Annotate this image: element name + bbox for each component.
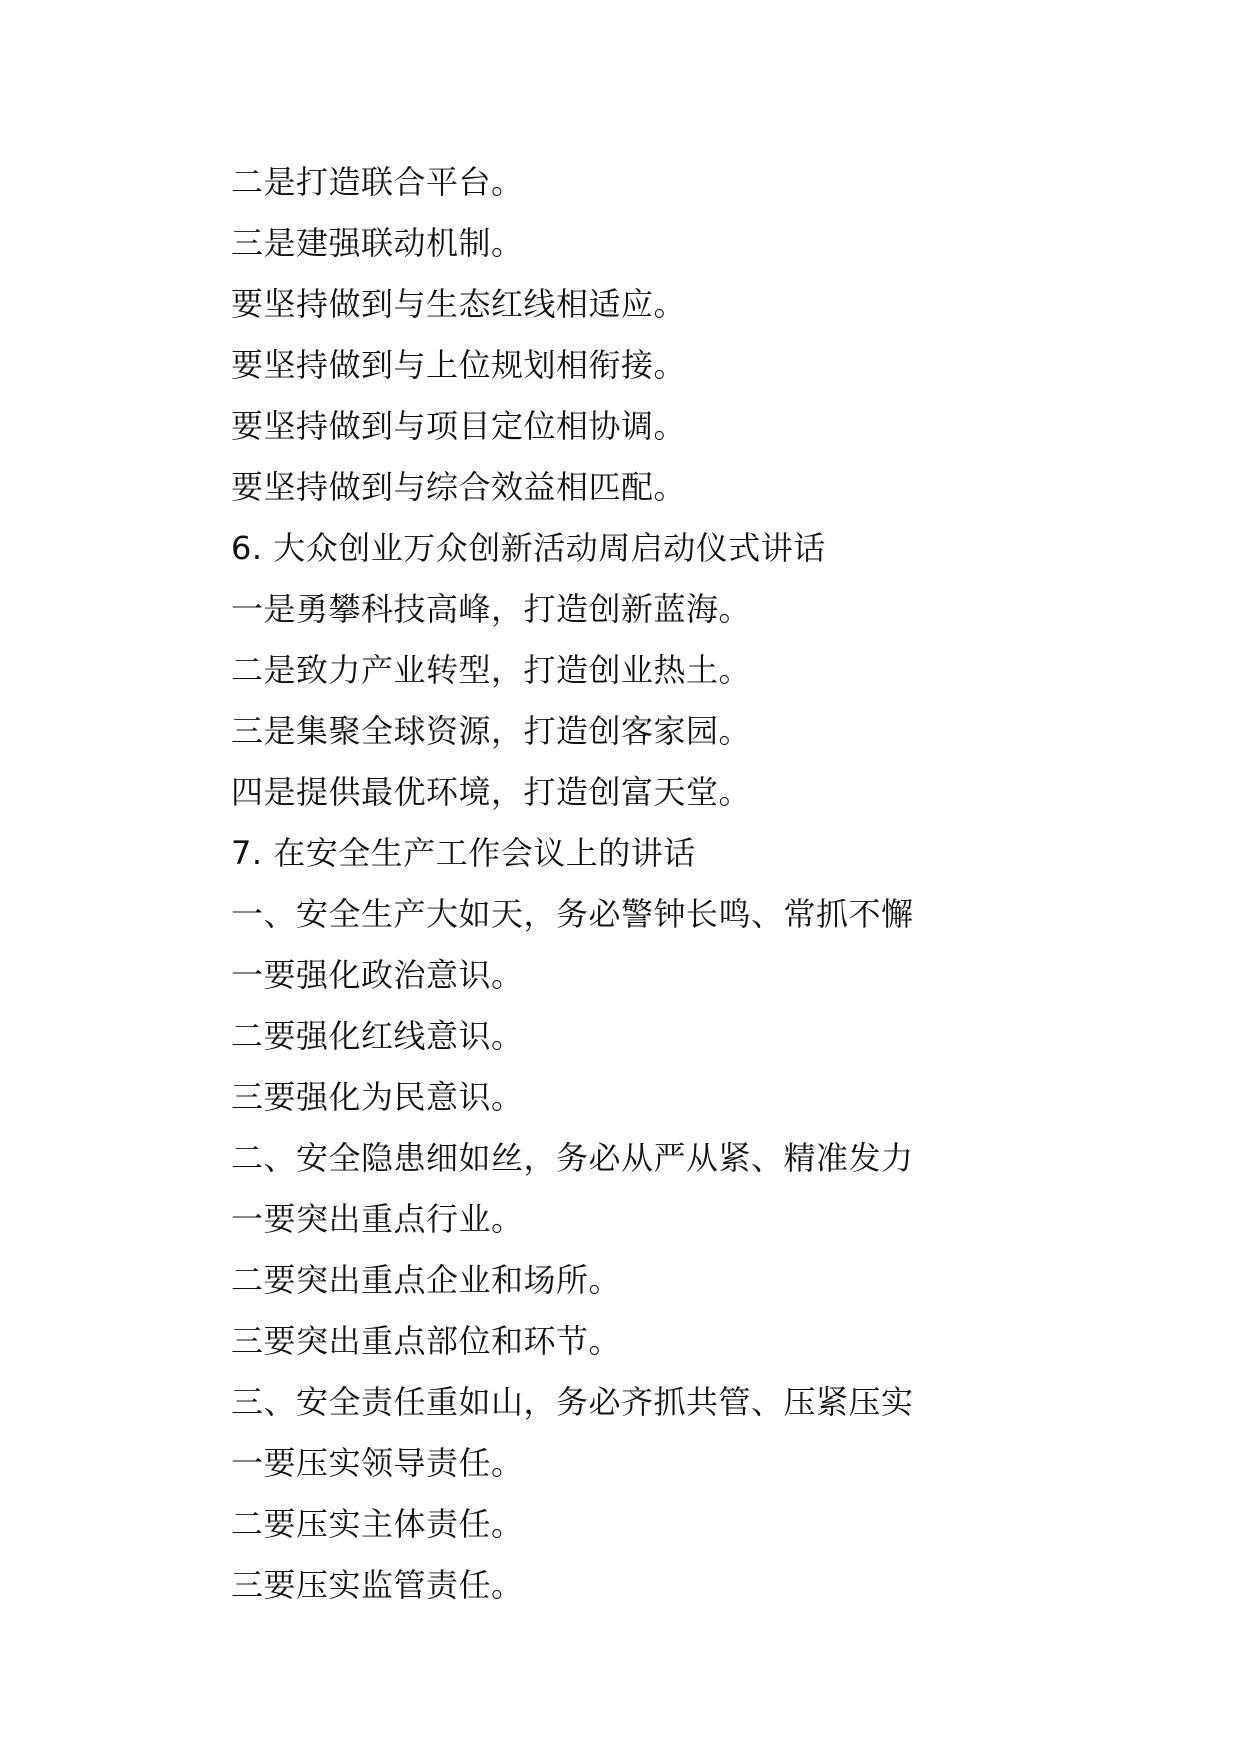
text-line: 三要压实监管责任。 [231, 1566, 524, 1604]
subsection-heading: 三、安全责任重如山，务必齐抓共管、压紧压实 [231, 1383, 914, 1421]
text-line: 一要突出重点行业。 [231, 1200, 524, 1238]
text-line: 二要突出重点企业和场所。 [231, 1261, 622, 1299]
text-line: 要坚持做到与上位规划相衔接。 [231, 346, 687, 384]
text-line: 三要突出重点部位和环节。 [231, 1322, 622, 1360]
text-line: 一要压实领导责任。 [231, 1444, 524, 1482]
subsection-heading: 一、安全生产大如天，务必警钟长鸣、常抓不懈 [231, 895, 914, 933]
document-body [231, 152, 1051, 1616]
text-line: 三是建强联动机制。 [231, 224, 524, 262]
text-line: 要坚持做到与项目定位相协调。 [231, 407, 687, 445]
text-line: 四是提供最优环境，打造创富天堂。 [231, 773, 752, 811]
text-line: 二要强化红线意识。 [231, 1017, 524, 1055]
text-line: 二是致力产业转型，打造创业热土。 [231, 651, 752, 689]
text-line: 二要压实主体责任。 [231, 1505, 524, 1543]
text-line: 三是集聚全球资源，打造创客家园。 [231, 712, 752, 750]
section-heading: 6. 大众创业万众创新活动周启动仪式讲话 [231, 529, 826, 567]
text-line: 要坚持做到与生态红线相适应。 [231, 285, 687, 323]
text-line: 二是打造联合平台。 [231, 163, 524, 201]
text-line: 一是勇攀科技高峰，打造创新蓝海。 [231, 590, 752, 628]
text-line: 要坚持做到与综合效益相匹配。 [231, 468, 687, 506]
text-line: 一要强化政治意识。 [231, 956, 524, 994]
section-heading: 7. 在安全生产工作会议上的讲话 [231, 834, 696, 872]
text-line: 三要强化为民意识。 [231, 1078, 524, 1116]
subsection-heading: 二、安全隐患细如丝，务必从严从紧、精准发力 [231, 1139, 914, 1177]
